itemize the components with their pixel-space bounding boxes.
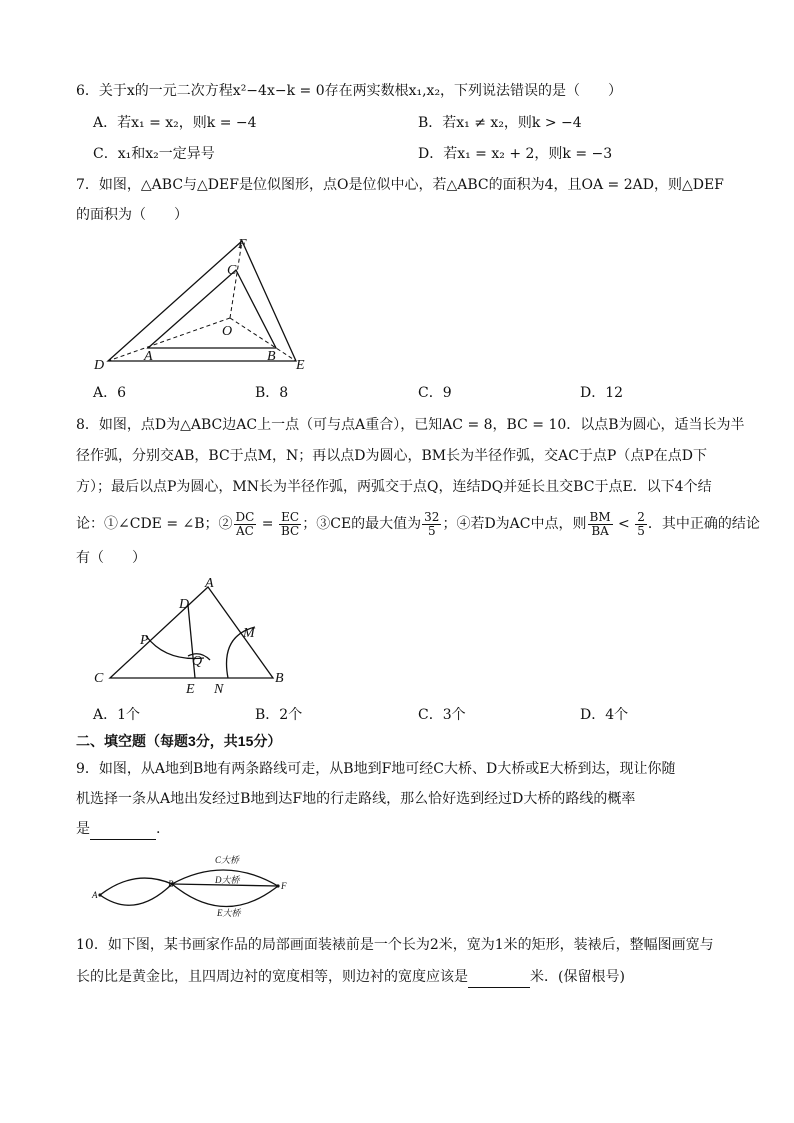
label-e-bridge: E大桥 [217, 908, 241, 918]
q9-route-diagram [90, 850, 300, 925]
route-e-bridge [172, 884, 278, 907]
q8-line4: 论：①∠CDE = ∠B；② $\frac{DC}{AC}$ = $\frac{EC}{BC}$ ；③CE的最大值为 $\frac{32}{5}$ ；④若D为AC中点，则 $\frac{BM}{BA}$ < $\frac{2}{5}$ ．其中正确的结论 [76, 509, 760, 538]
q7-option-b: B．8 [255, 385, 289, 401]
label-b: B [267, 349, 276, 364]
q7-stem-line2: 的面积为（ ） [76, 207, 188, 223]
q8-line3: 方）；最后以点P为圆心，MN长为半径作弧，两弧交于点Q，连结DQ并延长且交BC于点E．以下4个结 [76, 479, 712, 495]
q7-option-c: C．9 [418, 385, 452, 401]
q8-option-b: B．2个 [255, 707, 303, 723]
q8-line1: 8．如图，点D为△ABC边AC上一点（可与点A重合），已知AC = 8，BC = 10．以点B为圆心，适当长为半 [76, 417, 745, 433]
frac-dc-ac: $\frac{DC}{AC}$ [235, 509, 255, 538]
label-d: D [179, 597, 190, 612]
label-f: F [238, 237, 247, 252]
q9-line2: 机选择一条从A地出发经过B地到达F地的行走路线，那么恰好选到经过D大桥的路线的概率 [76, 791, 636, 807]
label-d: D [94, 358, 105, 373]
label-d-bridge: D大桥 [215, 875, 240, 885]
label-a-place: A [92, 890, 98, 900]
q8-option-d: D．4个 [580, 707, 629, 723]
label-c: C [94, 671, 104, 686]
q10-line1: 10．如下图，某书画家作品的局部画面装裱前是一个长为2米，宽为1米的矩形，装裱后，整幅图画宽与 [76, 937, 714, 953]
q8-line5: 有（ ） [76, 550, 146, 566]
q9-answer-blank[interactable] [90, 819, 156, 840]
q8-line2: 径作弧，分别交AB，BC于点M，N；再以点D为圆心，BM长为半径作弧，交AC于点P（点P在点D下 [76, 448, 707, 464]
frac-2-5: $\frac{2}{5}$ [637, 509, 645, 538]
q6-option-d: D．若x₁ = x₂ + 2，则k = −3 [418, 146, 613, 162]
q8-option-a: A．1个 [93, 707, 141, 723]
q9-line3: 是 . [76, 819, 160, 840]
q10-line2: 长的比是黄金比，且四周边衬的宽度相等，则边衬的宽度应该是 米．(保留根号) [76, 967, 625, 988]
section-fill-in-heading: 二、填空题（每题3分，共15分） [76, 733, 282, 749]
label-q: Q [192, 654, 203, 669]
frac-32-5: $\frac{32}{5}$ [424, 509, 440, 538]
q6-option-c: C．x₁和x₂一定异号 [93, 146, 215, 162]
frac-bm-ba: $\frac{BM}{BA}$ [589, 509, 611, 538]
label-a: A [205, 576, 214, 591]
q8-option-c: C．3个 [418, 707, 466, 723]
label-a: A [144, 349, 153, 364]
q7-stem-line1: 7．如图，△ABC与△DEF是位似图形，点O是位似中心，若△ABC的面积为4，且OA = 2AD，则△DEF [76, 177, 724, 193]
label-b-place: B [168, 879, 174, 889]
label-e: E [296, 358, 305, 373]
label-f-place: F [281, 881, 287, 891]
label-c-bridge: C大桥 [215, 855, 240, 865]
q8-figure [88, 574, 308, 699]
triangle-abc [148, 270, 276, 348]
q7-option-d: D．12 [580, 385, 624, 401]
label-b: B [275, 671, 284, 686]
frac-ec-bc: $\frac{EC}{BC}$ [281, 509, 300, 538]
label-c: C [227, 263, 237, 278]
label-e: E [186, 682, 195, 697]
label-p: P [140, 633, 149, 648]
label-m: M [243, 626, 255, 641]
q10-answer-blank[interactable] [468, 967, 530, 988]
q6-option-a: A．若x₁ = x₂，则k = −4 [93, 115, 257, 131]
q7-figure [90, 232, 320, 377]
q6-stem: 6．关于x的一元二次方程x²−4x−k = 0存在两实数根x₁,x₂，下列说法错误的是（ ） [76, 83, 623, 99]
q6-option-b: B．若x₁ ≠ x₂，则k > −4 [418, 115, 582, 131]
q9-line1: 9．如图，从A地到B地有两条路线可走，从B地到F地可经C大桥、D大桥或E大桥到达，现让你随 [76, 761, 676, 777]
label-n: N [214, 682, 224, 697]
q7-option-a: A．6 [93, 385, 127, 401]
label-o: O [222, 324, 233, 339]
